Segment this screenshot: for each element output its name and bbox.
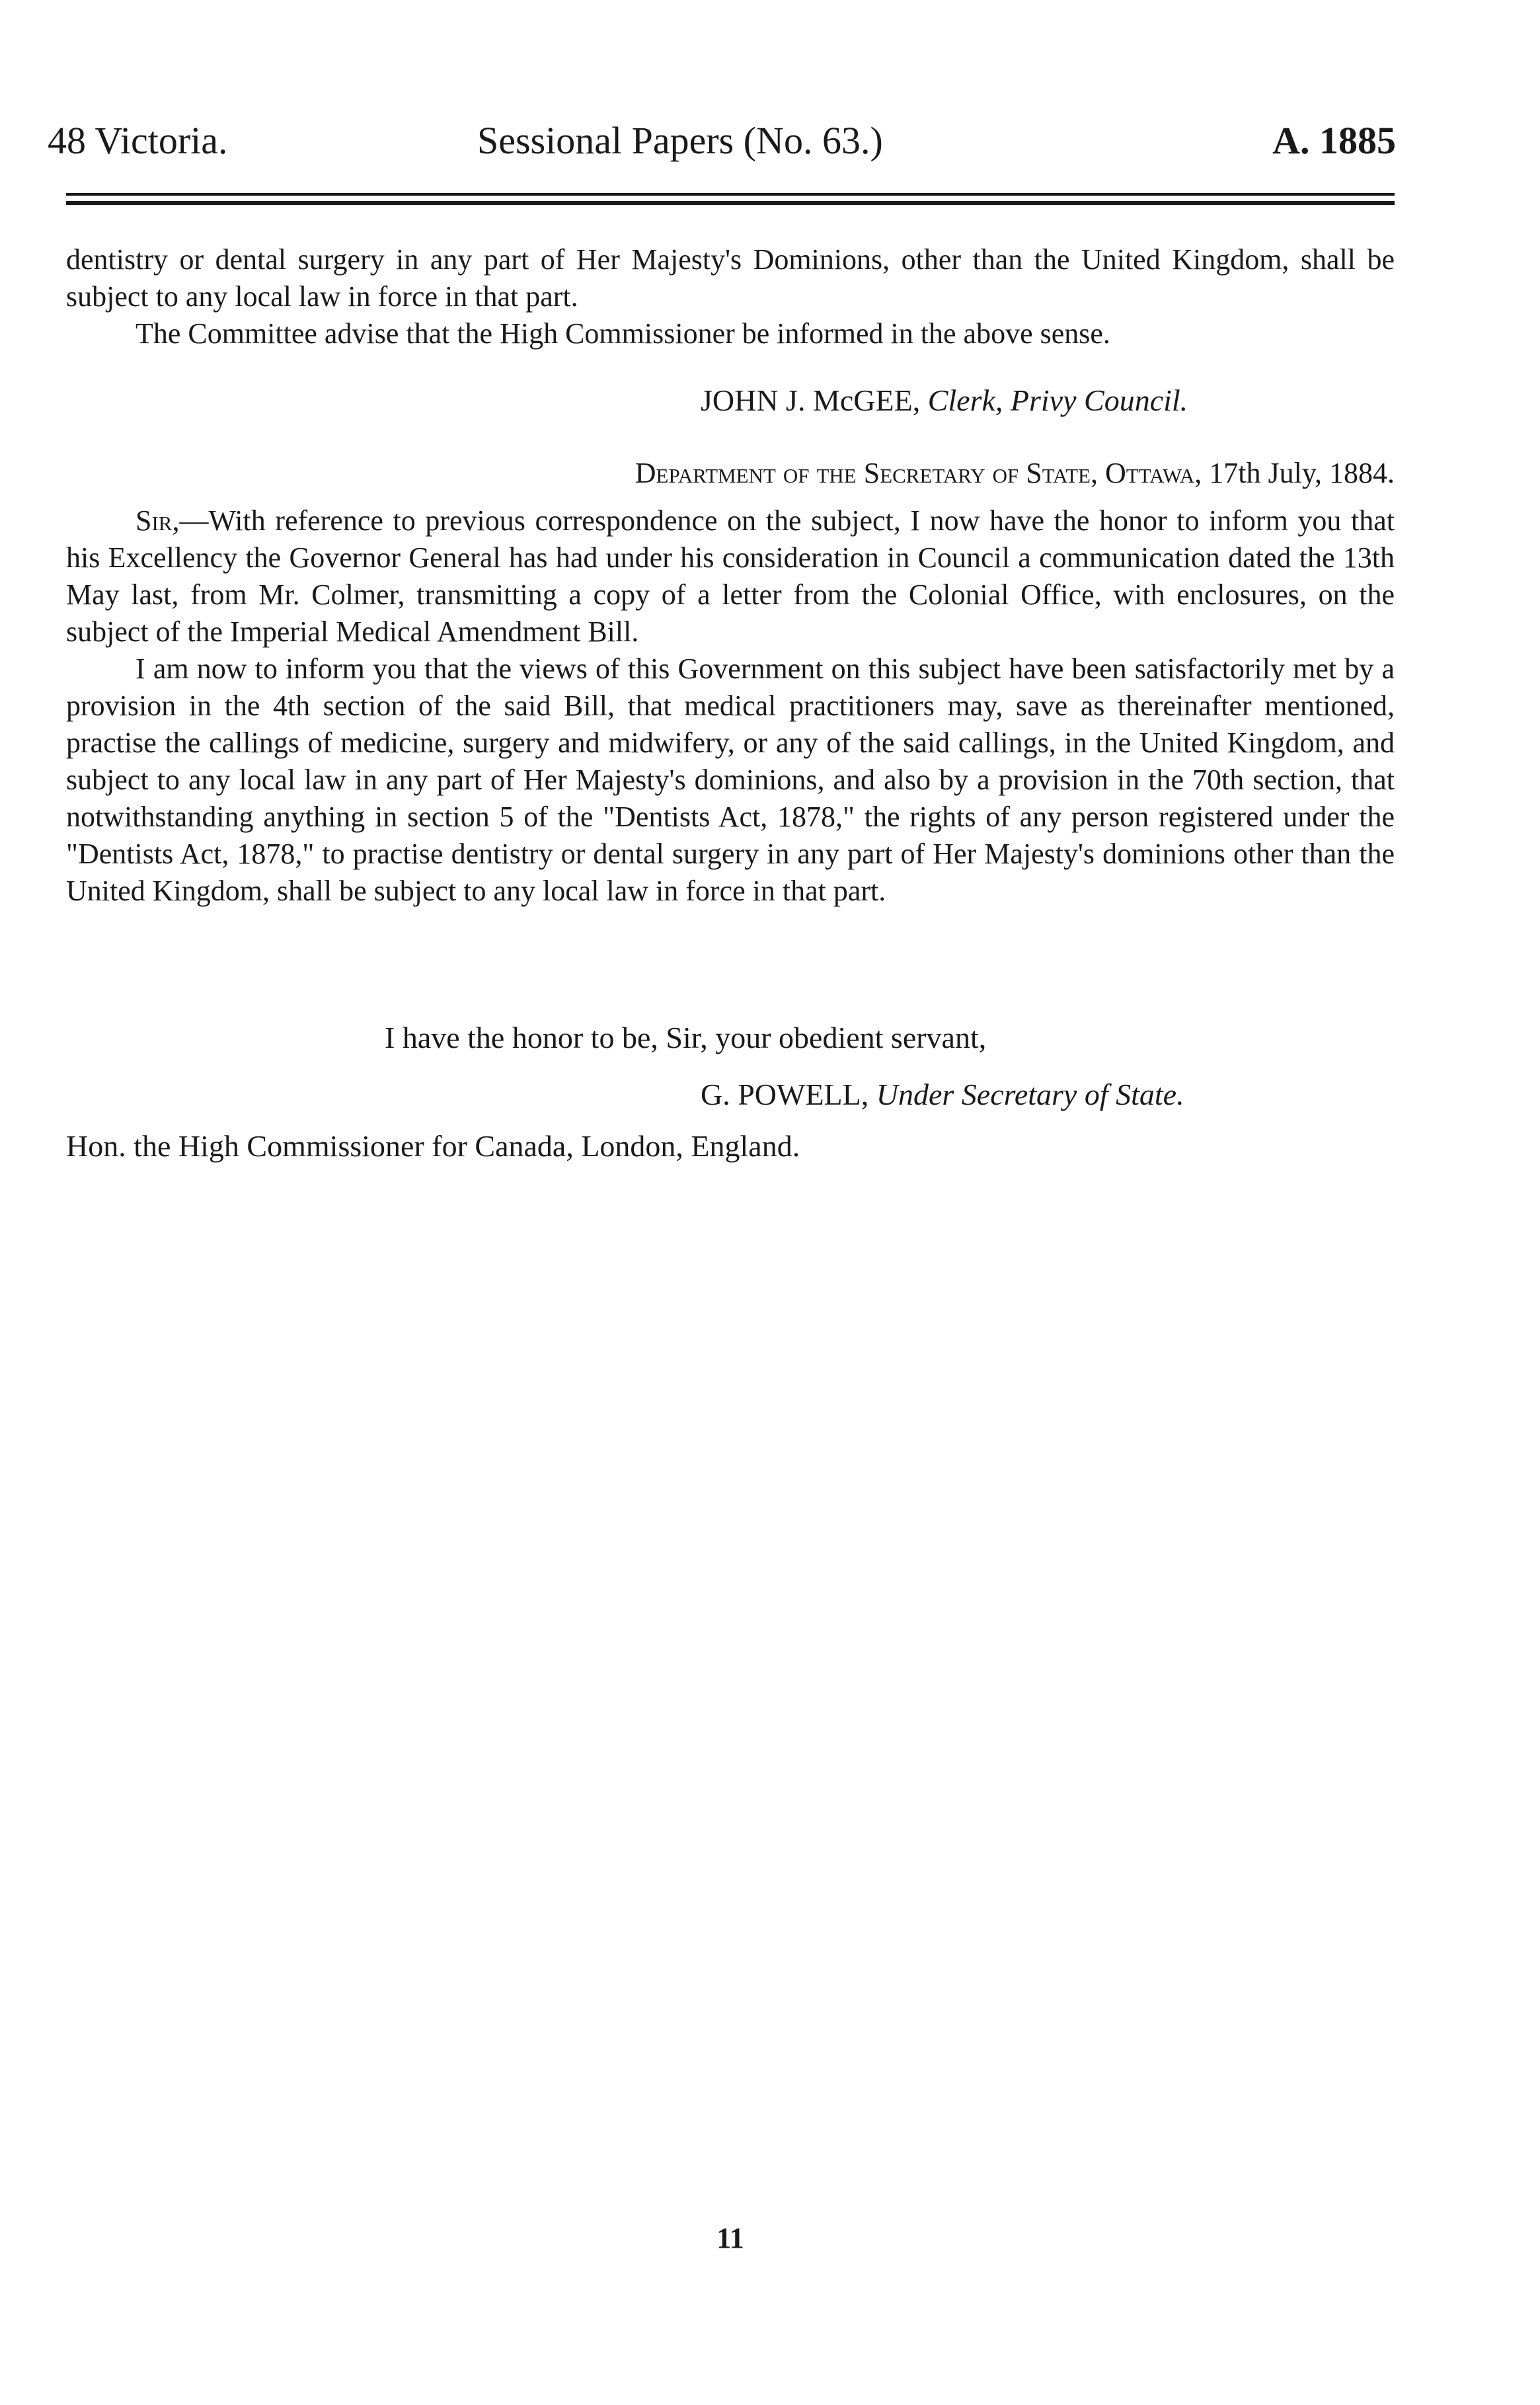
letter-paragraph-1-text: —With reference to previous correspondence on the subject, I now have the honor to inform you that his Excellency the Governor General has had under his consideration in Council a communication dated the 13th May last, from Mr. Colmer, transmitting a copy of a letter from the Colonial Office, with enclosures, on the subject of the Imperial Medical Amendment Bill. xyxy=(66,504,1395,648)
header-year: A. 1885 xyxy=(1272,119,1396,162)
signer-name: G. POWELL, xyxy=(701,1078,869,1111)
letter-paragraph-1 xyxy=(66,502,1395,651)
dateline-date: 17th July, 1884. xyxy=(1209,457,1395,489)
paragraph-continued: dentistry or dental surgery in any part of Her Majesty's Dominions, other than the United Kingdom, shall be subject to any local law in force in that part. xyxy=(66,243,1395,313)
signature-title: Clerk, Privy Council. xyxy=(927,383,1188,417)
dateline xyxy=(66,455,1395,492)
header-session: 48 Victoria. xyxy=(48,119,228,162)
header-rule-thick xyxy=(66,201,1395,205)
dateline-department: Department of the Secretary of State, Ottawa, xyxy=(635,457,1202,489)
signature-powell xyxy=(701,1076,1184,1113)
letter-salutation: Sir, xyxy=(135,504,180,537)
signature-name: JOHN J. McGEE, xyxy=(701,383,921,417)
continued-text xyxy=(66,241,1395,352)
addressee: Hon. the High Commissioner for Canada, London, England. xyxy=(66,1129,800,1163)
signer-title: Under Secretary of State. xyxy=(876,1078,1184,1111)
letter-closing: I have the honor to be, Sir, your obedient servant, xyxy=(385,1021,987,1054)
header-rule-thin xyxy=(66,193,1395,196)
letter-body xyxy=(66,502,1395,910)
letter-paragraph-2: I am now to inform you that the views of this Government on this subject have been satisfactorily met by a provision in the 4th section of the said Bill, that medical practitioners may, save as thereinafter mentioned, practise the callings of medicine, surgery and midwifery, or any of the said callings, in the United Kingdom, and subject to any local law in any part of Her Majesty's dominions, and also by a provision in the 70th section, that notwithstanding anything in section 5 of the "Dentists Act, 1878," the rights of any person registered under the "Dentists Act, 1878," to practise dentistry or dental surgery in any part of Her Majesty's dominions other than the United Kingdom, shall be subject to any local law in force in that part. xyxy=(66,652,1395,907)
paragraph-committee-advice: The Committee advise that the High Commissioner be informed in the above sense. xyxy=(135,317,1110,350)
signature-mcgee xyxy=(701,382,1188,419)
page-number: 11 xyxy=(716,2222,744,2254)
running-header xyxy=(48,111,1396,171)
header-title: Sessional Papers (No. 63.) xyxy=(477,119,883,162)
